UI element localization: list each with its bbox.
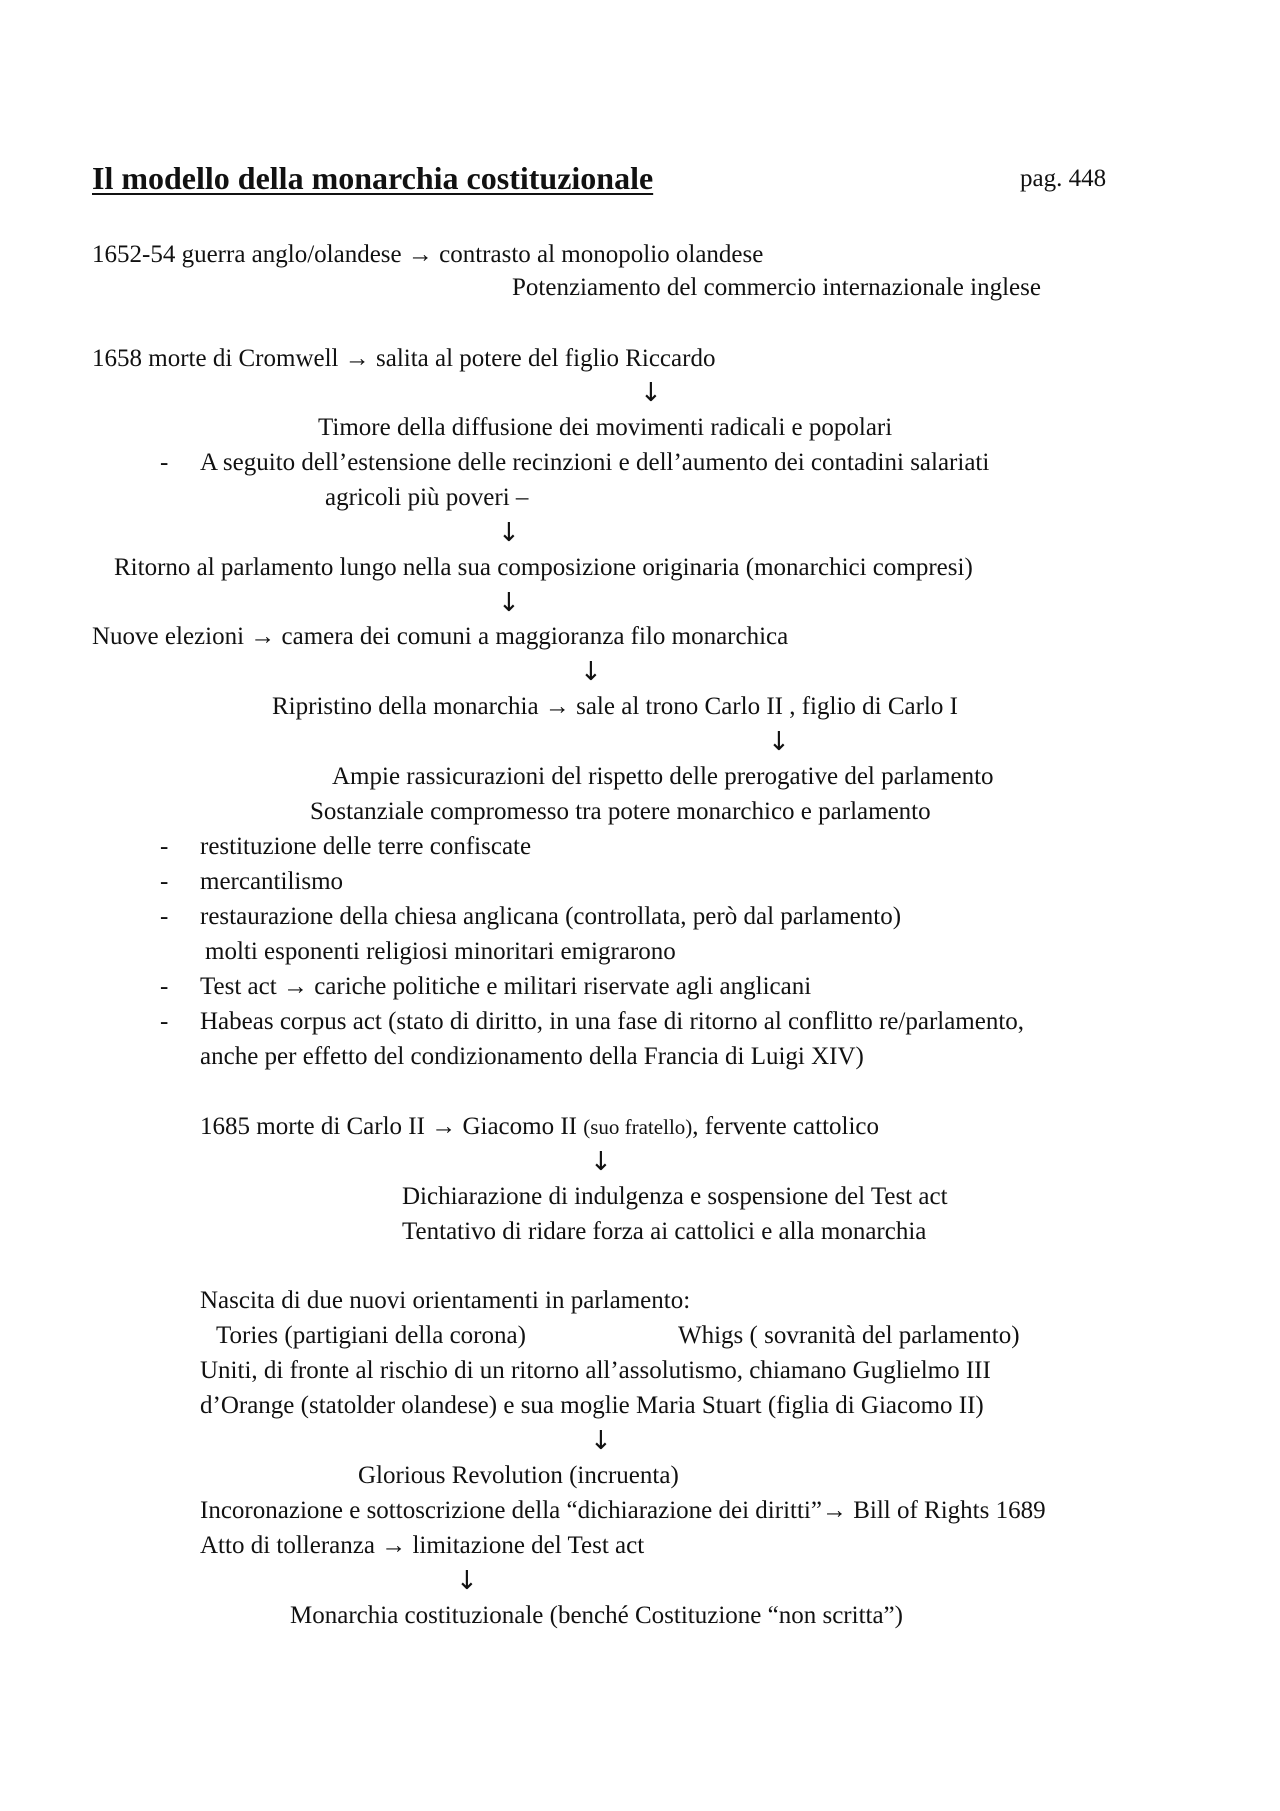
arrow-right-icon: → xyxy=(544,693,570,720)
text-span: (suo fratello) xyxy=(583,1115,693,1139)
arrow-right-icon: → xyxy=(407,241,433,268)
text-span: , fervente cattolico xyxy=(692,1113,880,1140)
bullet-dash: - xyxy=(160,833,169,860)
text-span: Incoronazione e sottoscrizione della “dichiarazione dei diritti” xyxy=(200,1497,822,1524)
arrow-down-icon: ↓ xyxy=(498,518,520,548)
text-line: agricoli più poveri – xyxy=(325,484,529,511)
list-item: mercantilismo xyxy=(200,868,344,895)
text-line xyxy=(200,1112,879,1142)
arrow-right-icon: → xyxy=(250,623,276,650)
bullet-dash: - xyxy=(160,903,169,930)
text-span: camera dei comuni a maggioranza filo monarchica xyxy=(281,623,789,650)
text-line: Glorious Revolution (incruenta) xyxy=(358,1462,679,1489)
text-line xyxy=(200,1496,1046,1526)
text-line xyxy=(92,622,788,652)
arrow-right-icon: → xyxy=(431,1113,457,1140)
arrow-down-icon: ↓ xyxy=(580,657,602,687)
text-span: Atto di tolleranza xyxy=(200,1532,375,1559)
arrow-down-icon: ↓ xyxy=(590,1426,612,1456)
text-span: 1658 morte di Cromwell xyxy=(92,345,339,372)
text-line xyxy=(200,1531,644,1561)
list-item: restaurazione della chiesa anglicana (controllata, però dal parlamento) xyxy=(200,903,902,930)
text-span: 1652-54 guerra anglo/olandese xyxy=(92,241,402,268)
text-span: cariche politiche e militari riservate agli anglicani xyxy=(314,973,812,1000)
text-line: Potenziamento del commercio internazionale inglese xyxy=(512,274,1041,301)
text-span: Test act xyxy=(200,973,277,1000)
text-line: Dichiarazione di indulgenza e sospensione del Test act xyxy=(402,1183,948,1210)
text-line xyxy=(272,692,958,722)
text-span: 1685 morte di Carlo II xyxy=(200,1113,425,1140)
text-span: Bill of Rights 1689 xyxy=(853,1497,1046,1524)
text-line xyxy=(92,240,763,270)
arrow-right-icon: → xyxy=(381,1532,407,1559)
text-line: Ritorno al parlamento lungo nella sua composizione originaria (monarchici compresi) xyxy=(114,554,973,581)
list-item xyxy=(200,972,811,1002)
arrow-right-icon: → xyxy=(282,973,308,1000)
text-line: d’Orange (statolder olandese) e sua moglie Maria Stuart (figlia di Giacomo II) xyxy=(200,1392,984,1419)
text-span: Ripristino della monarchia xyxy=(272,693,539,720)
bullet-dash: - xyxy=(160,1008,169,1035)
arrow-down-icon: ↓ xyxy=(456,1566,478,1596)
arrow-right-icon: → xyxy=(821,1497,847,1524)
text-line: molti esponenti religiosi minoritari emigrarono xyxy=(205,938,676,965)
arrow-down-icon: ↓ xyxy=(768,727,790,757)
text-line: Whigs ( sovranità del parlamento) xyxy=(678,1322,1020,1349)
text-line: Nascita di due nuovi orientamenti in parlamento: xyxy=(200,1287,691,1314)
text-line: Tentativo di ridare forza ai cattolici e alla monarchia xyxy=(402,1218,927,1245)
text-line: Ampie rassicurazioni del rispetto delle prerogative del parlamento xyxy=(332,763,994,790)
page-title: Il modello della monarchia costituzionale xyxy=(92,160,654,196)
bullet-dash: - xyxy=(160,973,169,1000)
bullet-dash: - xyxy=(160,449,169,476)
page-reference: pag. 448 xyxy=(1020,165,1107,192)
text-line: anche per effetto del condizionamento della Francia di Luigi XIV) xyxy=(200,1043,864,1070)
text-line: Timore della diffusione dei movimenti radicali e popolari xyxy=(318,414,893,441)
text-line xyxy=(92,344,715,374)
arrow-down-icon: ↓ xyxy=(590,1147,612,1177)
list-item: restituzione delle terre confiscate xyxy=(200,833,532,860)
text-line: A seguito dell’estensione delle recinzioni e dell’aumento dei contadini salariati xyxy=(200,449,990,476)
text-span: salita al potere del figlio Riccardo xyxy=(376,345,716,372)
text-span: sale al trono Carlo II , figlio di Carlo I xyxy=(576,693,958,720)
text-span: limitazione del Test act xyxy=(412,1532,645,1559)
text-line: Monarchia costituzionale (benché Costituzione “non scritta”) xyxy=(290,1602,903,1629)
text-span: contrasto al monopolio olandese xyxy=(439,241,764,268)
arrow-right-icon: → xyxy=(344,345,370,372)
arrow-down-icon: ↓ xyxy=(498,588,520,618)
text-line: Sostanziale compromesso tra potere monarchico e parlamento xyxy=(310,798,931,825)
text-line: Tories (partigiani della corona) xyxy=(216,1322,526,1349)
bullet-dash: - xyxy=(160,868,169,895)
text-span: Nuove elezioni xyxy=(92,623,245,650)
text-span: Giacomo II xyxy=(462,1113,577,1140)
arrow-down-icon: ↓ xyxy=(640,378,662,408)
text-line: Uniti, di fronte al rischio di un ritorno all’assolutismo, chiamano Guglielmo III xyxy=(200,1357,991,1384)
list-item: Habeas corpus act (stato di diritto, in una fase di ritorno al conflitto re/parlamento, xyxy=(200,1008,1025,1035)
